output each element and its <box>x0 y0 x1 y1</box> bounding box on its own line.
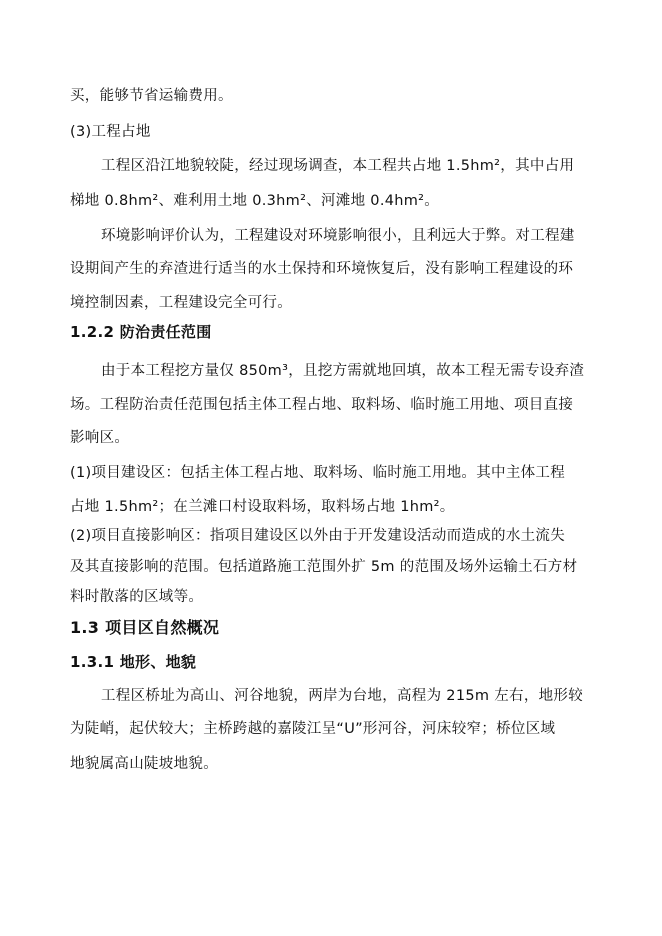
section-heading: 1.2.2 防治责任范围 <box>70 323 212 341</box>
subsection-heading: 1.3.1 地形、地貌 <box>70 653 197 671</box>
list-item: 占地 1.5hm²；在兰滩口村设取料场，取料场占地 1hm²。 <box>70 499 455 515</box>
paragraph-line: 梯地 0.8hm²、难利用土地 0.3hm²、河滩地 0.4hm²。 <box>70 193 440 209</box>
paragraph-line: 影响区。 <box>70 430 130 446</box>
paragraph-line: 场。工程防治责任范围包括主体工程占地、取料场、临时施工用地、项目直接 <box>70 397 574 413</box>
list-item: 料时散落的区域等。 <box>70 589 204 605</box>
list-item: (1)项目建设区：包括主体工程占地、取料场、临时施工用地。其中主体工程 <box>70 465 566 481</box>
paragraph-line: 由于本工程挖方量仅 850m³，且挖方需就地回填，故本工程无需专设弃渣 <box>101 363 585 379</box>
paragraph-line: 为陡峭，起伏较大；主桥跨越的嘉陵江呈“U”形河谷，河床较窄；桥位区域 <box>70 721 556 737</box>
paragraph-line: 境控制因素，工程建设完全可行。 <box>70 295 292 311</box>
text-line: 买，能够节省运输费用。 <box>70 88 233 104</box>
section-heading: 1.3 项目区自然概况 <box>70 618 220 637</box>
paragraph-line: 设期间产生的弃渣进行适当的水土保持和环境恢复后，没有影响工程建设的环 <box>70 261 574 277</box>
paragraph-line: 地貌属高山陡坡地貌。 <box>70 756 218 772</box>
subsection-item: (3)工程占地 <box>70 124 151 140</box>
paragraph-line: 工程区桥址为高山、河谷地貌，两岸为台地，高程为 215m 左右，地形较 <box>101 688 584 704</box>
paragraph-line: 环境影响评价认为，工程建设对环境影响很小，且利远大于弊。对工程建 <box>101 228 575 244</box>
paragraph-line: 工程区沿江地貌较陡，经过现场调查，本工程共占地 1.5hm²，其中占用 <box>101 158 575 174</box>
list-item: (2)项目直接影响区：指项目建设区以外由于开发建设活动而造成的水土流失 <box>70 528 566 544</box>
list-item: 及其直接影响的范围。包括道路施工范围外扩 5m 的范围及场外运输土石方材 <box>70 559 578 575</box>
